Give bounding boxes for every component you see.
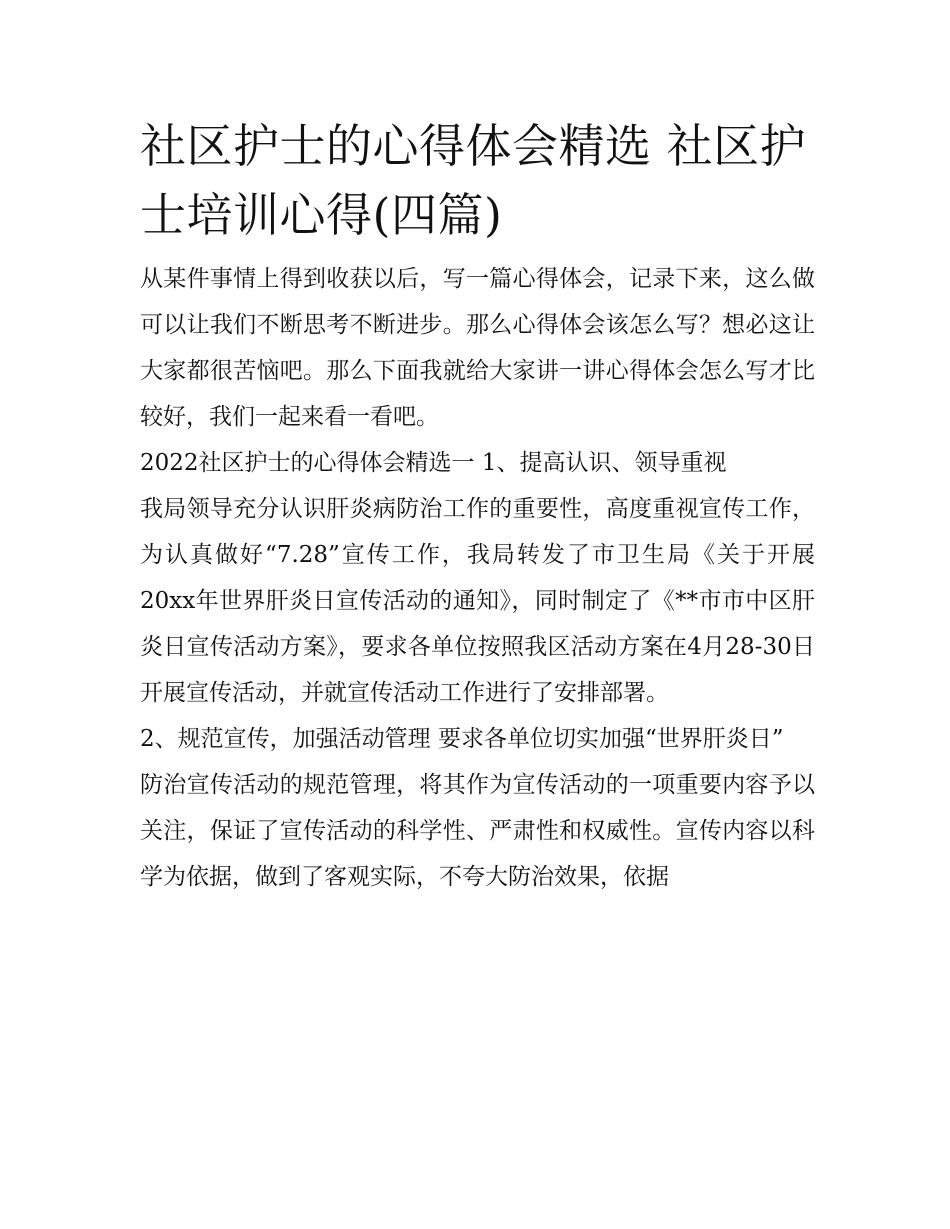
document-title: 社区护士的心得体会精选 社区护士培训心得(四篇) — [140, 119, 807, 242]
section-one-paragraph: 我局领导充分认识肝炎病防治工作的重要性，高度重视宣传工作，为认真做好“7.28”宣传工作，我局转发了市卫生局《关于开展20xx年世界肝炎日宣传活动的通知》，同时制定了《**市市中区肝炎日宣传活动方案》，要求各单位按照我区活动方案在4月28-30日开展宣传活动，并就宣传活动工作进行了安排部署。 — [140, 496, 815, 706]
document-body — [140, 112, 815, 900]
section-two-heading: 2、规范宣传，加强活动管理 要求各单位切实加强“世界肝炎日” — [140, 726, 784, 752]
section-one-heading: 2022社区护士的心得体会精选一 1、提高认识、领导重视 — [140, 450, 727, 476]
intro-paragraph: 从某件事情上得到收获以后，写一篇心得体会，记录下来，这么做可以让我们不断思考不断进步。那么心得体会该怎么写？想必这让大家都很苦恼吧。那么下面我就给大家讲一讲心得体会怎么写才比较好，我们一起来看一看吧。 — [140, 266, 815, 430]
section-two-paragraph: 防治宣传活动的规范管理，将其作为宣传活动的一项重要内容予以关注，保证了宣传活动的科学性、严肃性和权威性。宣传内容以科学为依据，做到了客观实际，不夸大防治效果，依据 — [140, 772, 815, 890]
